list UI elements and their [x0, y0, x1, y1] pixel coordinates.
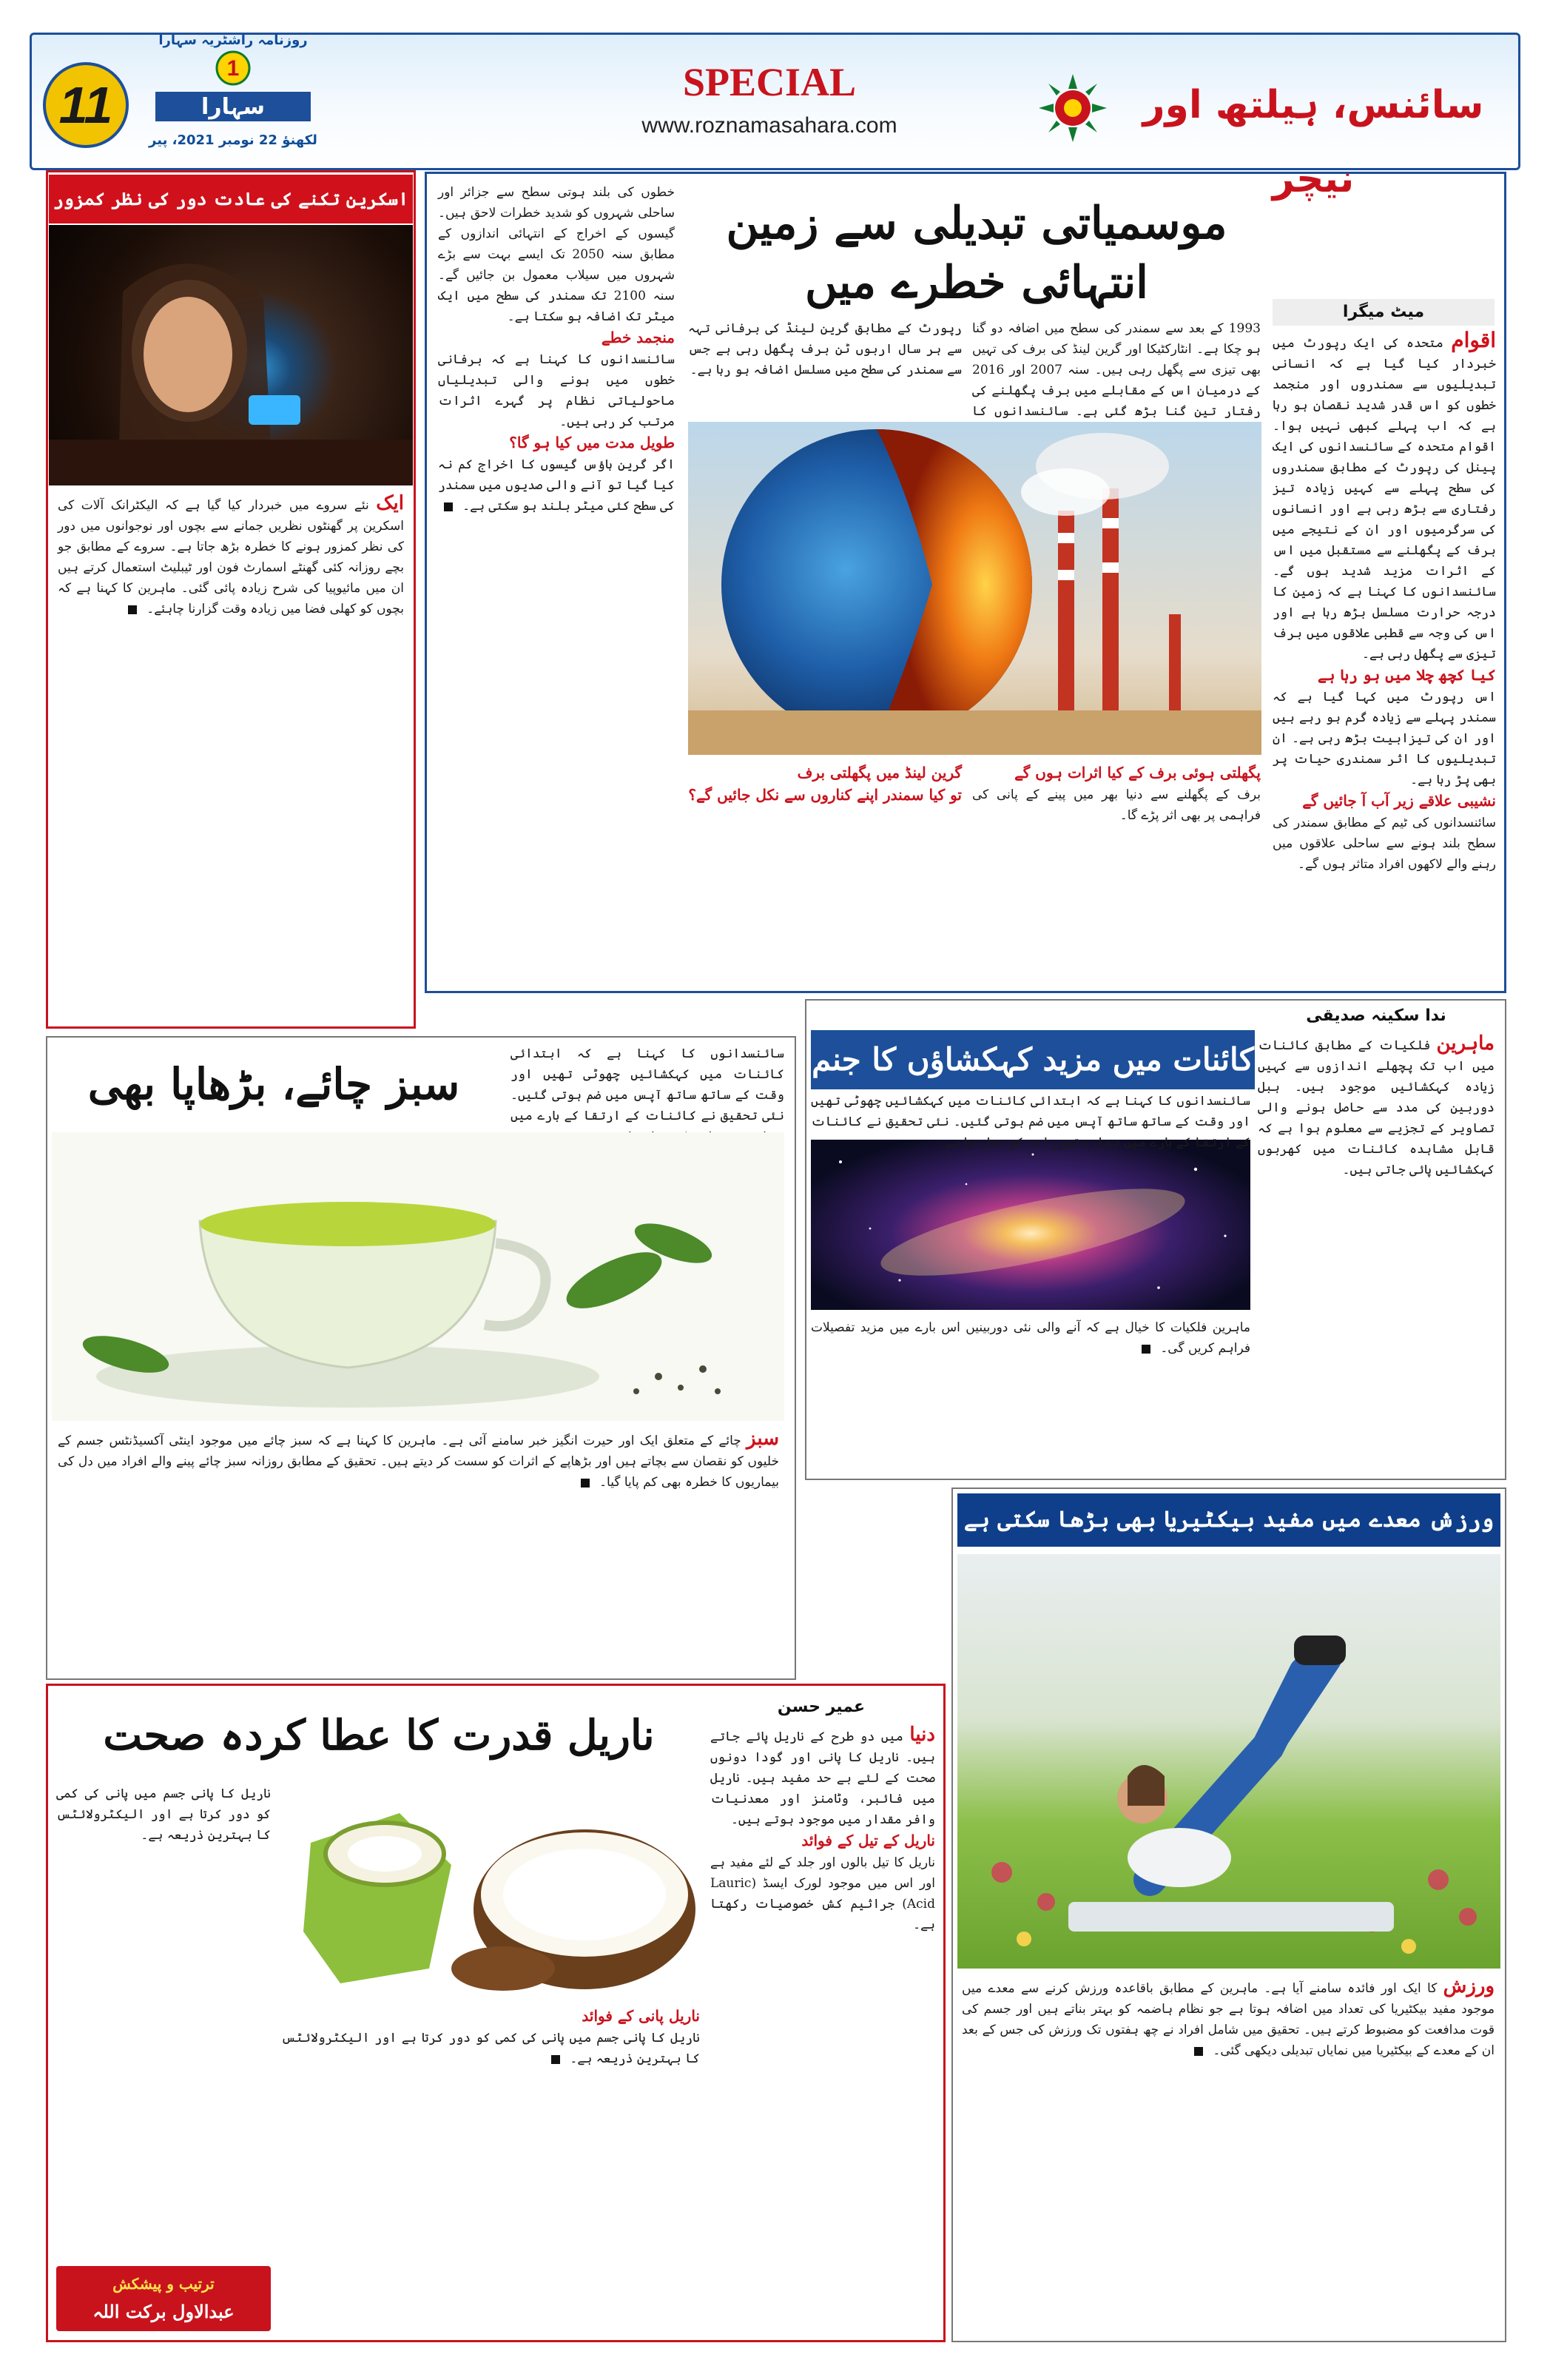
tea-side-text: سائنسدانوں کا کہنا ہے کہ ابتدائی کائنات میں کہکشائیں چھوٹی تھیں اور وقت کے ساتھ ساتھ آپس میں ضم ہوتی گئیں۔ نئی تحقیق نے کائنات کے ارتقا کے بارے میں	[511, 1046, 784, 1123]
galaxies-col2-text: سائنسدانوں کا کہنا ہے کہ ابتدائی کائنات میں کہکشائیں چھوٹی تھیں اور وقت کے ساتھ ساتھ آپس میں ضم ہوتی گئیں۔ نئی تحقیق نے کائنات کے ارتقا کے بارے میں ہمارے تصورات کو بدل دیا ہے۔	[811, 1094, 1250, 1150]
climate-col2	[972, 318, 1261, 417]
exercise-headline: ورزش معدے میں مفید بیکٹیریا بھی بڑھا سکتی ہے	[963, 1507, 1495, 1533]
exercise-body	[962, 1976, 1495, 2331]
end-mark-icon	[1142, 1345, 1150, 1354]
climate-col1-text: متحدہ کی ایک رپورٹ میں خبردار کیا گیا ہے کہ انسانی تبدیلیوں سے سمندروں اور منجمد خطوں کو اس قدر شدید نقصان ہو رہا ہے کہ اب پہلے کبھی نہیں ہوا۔ اقوام متحدہ کے سائنسدانوں کی ایک پینل کی رپورٹ کے مطابق سمندروں کی سطح پہلے سے کہیں زیادہ تیز رفتاری سے بڑھ رہی ہے اور انسانوں کی سرگرمیوں اور ان کے نتیجے میں برف کے پگھلنے سے مستقبل میں اس کے اثرات مزید شدید ہوں گے۔ سائنسدانوں کا کہنا ہے کہ زمین کا درجہ حرارت مسلسل بڑھ رہا ہے اور اس کی وجہ سے قطبی علاقوں میں برف تیزی سے پگھل رہی ہے۔	[1273, 336, 1496, 662]
climate-col2-text: 1993 کے بعد سے سمندر کی سطح میں اضافہ دو گنا ہو چکا ہے۔ انٹارکٹیکا اور گرین لینڈ کی برف کی تہیں بھی تیزی سے پگھل رہی ہیں۔ سنہ 2007 اور 2016 کے درمیان اس کے مقابلے میں برف پگھلنے کی رفتار تین گنا بڑھ گئی ہے۔ سائنسدانوں کا	[972, 321, 1261, 419]
page-number: 11	[58, 76, 113, 134]
section-title: سائنس، ہیلتھ اور نیچر	[1142, 83, 1484, 201]
climate-col4-text: خطوں کی بلند ہوتی سطح سے جزائر اور ساحلی شہروں کو شدید خطرات لاحق ہیں۔ گیسوں کے اخراج کے انتہائی اندازوں کے مطابق سنہ 2050 تک ایسے بہت سے بڑے شہروں میں سیلاب معمول بن جائیں گے۔ سنہ 2100 تک سمندر کی سطح میں ایک میٹر تک اضافہ ہو سکتا ہے۔	[438, 185, 675, 324]
screen-headline: اسکرین تکنے کی عادت دور کی نظر کمزور	[53, 188, 409, 209]
exercise-lead-word: ورزش	[1443, 1975, 1495, 1997]
galaxies-byline: ندا سکینہ صدیقی	[1306, 1006, 1446, 1025]
climate-headline: موسمیاتی تبدیلی سے زمین انتہائی خطرے میں	[726, 198, 1227, 309]
climate-col4	[438, 182, 675, 981]
climate-subhead5: تو کیا سمندر اپنے کناروں سے نکل جائیں گے؟	[688, 786, 962, 804]
end-mark-icon	[551, 2055, 560, 2064]
screen-photo	[49, 225, 413, 485]
coconut-text: میں دو طرح کے ناریل پائے جاتے ہیں۔ ناریل کا پانی اور گودا دونوں صحت کے لئے بے حد مفید ہیں۔ ناریل میں فائبر، وٹامنز اور معدنیات وافر مقدار میں موجود ہوتے ہیں۔	[710, 1729, 935, 1827]
sahara-logo	[141, 47, 326, 129]
galaxies-col3-text: ماہرین فلکیات کا خیال ہے کہ آنے والی نئی دوربینیں اس بارے میں مزید تفصیلات فراہم کریں گی۔	[811, 1320, 1250, 1356]
climate-col2-lower	[972, 762, 1261, 981]
end-mark-icon	[1194, 2047, 1203, 2056]
emblem-icon	[1036, 71, 1110, 145]
coconut-byline: عمیر حسن	[777, 1698, 866, 1716]
climate-photo	[688, 422, 1261, 755]
credit-label: ترتیب و پیشکش	[112, 2275, 215, 2293]
climate-subhead3: پگھلتی ہوئی برف کے کیا اثرات ہوں گے	[1014, 764, 1261, 781]
special-label: SPECIAL	[682, 60, 857, 104]
climate-col1b-text: اس رپورٹ میں کہا گیا ہے کہ سمندر پہلے سے زیادہ گرم ہو رہے ہیں اور ان کی تیزابیت بڑھ رہی ہے۔ ان تبدیلیوں کا اثر سمندری حیات پر بھی پڑ رہا ہے۔	[1273, 690, 1496, 787]
website-url[interactable]: www.roznamasahara.com	[641, 113, 897, 138]
end-mark-icon	[444, 502, 453, 511]
coconut-subhead1: ناریل پانی کے فوائد	[582, 2007, 700, 2025]
galaxies-headline: کائنات میں مزید کہکشاؤں کا جنم	[812, 1041, 1254, 1078]
tea-lead-word: سبز	[747, 1428, 779, 1450]
coconut-text2: ناریل کا پانی جسم میں پانی کی کمی کو دور کرتا ہے اور الیکٹرولائٹس کا بہترین ذریعہ ہے۔	[281, 2031, 700, 2066]
climate-col3-text: رپورٹ کے مطابق گرین لینڈ کی برفانی تہہ سے ہر سال اربوں ٹن برف پگھل رہی ہے جس سے سمندر کی سطح میں مسلسل اضافہ ہو رہا ہے۔	[688, 321, 962, 377]
galaxies-col3	[811, 1317, 1250, 1473]
coconut-col-left	[56, 1784, 271, 2257]
climate-byline: میٹ میگرا	[1342, 303, 1425, 321]
tea-body	[58, 1428, 779, 1670]
climate-col2b-text: برف کے پگھلنے سے دنیا بھر میں پینے کے پانی کی فراہمی پر بھی اثر پڑے گا۔	[972, 787, 1261, 823]
climate-col3	[688, 318, 962, 417]
galaxies-photo	[811, 1140, 1250, 1310]
climate-col4b-text: سائنسدانوں کا کہنا ہے کہ برفانی خطوں میں ہونے والی تبدیلیاں ماحولیاتی نظام پر گہرے اثرات مرتب کر رہی ہیں۔	[438, 352, 675, 429]
climate-col3-lower	[688, 762, 962, 981]
climate-col4c-text: اگر گرین ہاؤس گیسوں کا اخراج کم نہ کیا گیا تو آنے والی صدیوں میں سمندر کی سطح کئی میٹر بلند ہو سکتی ہے۔	[438, 457, 675, 514]
climate-subhead1: کیا کچھ چلا میں ہو رہا ہے	[1318, 666, 1496, 684]
coconut-headline: ناریل قدرت کا عطا کردہ صحت	[103, 1711, 655, 1760]
coconut-col-right	[710, 1724, 935, 2331]
coconut-lead-word: دنیا	[909, 1724, 935, 1746]
end-mark-icon	[128, 605, 137, 614]
screen-lead-word: ایک	[376, 492, 405, 514]
climate-subhead4: گرین لینڈ میں پگھلتی برف	[797, 764, 962, 781]
climate-subhead2: نشیبی علاقے زیر آب آ جائیں گے	[1302, 792, 1496, 810]
climate-subhead7: طویل مدت میں کیا ہو گا؟	[509, 434, 675, 451]
tea-text: چائے کے متعلق ایک اور حیرت انگیز خبر سامنے آئی ہے۔ ماہرین کا کہنا ہے کہ سبز چائے میں موجود اینٹی آکسیڈنٹس جسم کے خلیوں کو نقصان سے بچاتے ہیں اور بڑھاپے کے اثرات کو سست کر دیتے ہیں۔ تحقیق کے مطابق روزانہ سبز چائے پینے والے افراد میں دل کی بیماریوں کا خطرہ بھی کم پایا گیا۔	[58, 1433, 779, 1490]
tea-photo	[52, 1132, 784, 1421]
climate-col1c-text: سائنسدانوں کی ٹیم کے مطابق سمندر کی سطح بلند ہونے سے ساحلی علاقوں میں رہنے والے لاکھوں افراد متاثر ہوں گے۔	[1273, 816, 1496, 872]
climate-col1	[1273, 330, 1496, 981]
svg-text:1: 1	[226, 56, 240, 81]
coconut-text3: ناریل کا تیل بالوں اور جلد کے لئے مفید ہے اور اس میں موجود لورک ایسڈ (Lauric Acid) جراثیم کش خصوصیات رکھتا ہے۔	[710, 1855, 935, 1932]
exercise-text: کا ایک اور فائدہ سامنے آیا ہے۔ ماہرین کے مطابق باقاعدہ ورزش کرنے سے معدے میں موجود مفید بیکٹیریا کی تعداد میں اضافہ ہوتا ہے جو نظام ہاضمہ کو بہتر بناتے ہیں اور جسم کی قوت مدافعت کو مضبوط کرتے ہیں۔ تحقیق میں شامل افراد نے چھ ہفتوں تک ورزش کی جس کے بعد ان کے معدے کے بیکٹیریا میں نمایاں تبدیلی دیکھی گئی۔	[962, 1981, 1495, 2058]
end-mark-icon	[581, 1479, 590, 1488]
credit-name: عبدالاول برکت اللہ	[92, 2301, 235, 2322]
climate-subhead6: منجمد خطے	[601, 329, 675, 346]
coconut-subhead2: ناریل کے تیل کے فوائد	[801, 1832, 935, 1849]
coconut-photo	[281, 1784, 700, 1998]
galaxies-col1	[1258, 1033, 1495, 1470]
galaxies-col2	[811, 1091, 1250, 1150]
coconut-left-text: ناریل کا پانی جسم میں پانی کی کمی کو دور کرتا ہے اور الیکٹرولائٹس کا بہترین ذریعہ ہے۔	[56, 1786, 271, 1843]
coconut-col-mid	[281, 2006, 700, 2331]
screen-body	[58, 493, 404, 1011]
paper-name: روزنامہ راشٹریہ سہارا	[158, 33, 308, 48]
climate-lead-word: اقوام	[1451, 328, 1497, 352]
screen-text: نئے سروے میں خبردار کیا گیا ہے کہ الیکٹرانک آلات کی اسکرین پر گھنٹوں نظریں جمانے سے بچوں اور نوجوانوں میں دور کی نظر کمزور ہونے کا خطرہ بڑھ جاتا ہے۔ سروے کے مطابق جو بچے روزانہ کئی گھنٹے اسمارٹ فون اور ٹیبلیٹ استعمال کرتے ہیں ان میں مائیوپیا کی شرح زیادہ پائی گئی۔ ماہرین کا کہنا ہے کہ بچوں کو کھلی فضا میں زیادہ وقت گزارنا چاہئے۔	[58, 498, 404, 616]
galaxies-col1-text: فلکیات کے مطابق کائنات میں اب تک پچھلے اندازوں سے کہیں زیادہ کہکشائیں موجود ہیں۔ ہبل دوربین کی مدد سے حاصل ہونے والی تصاویر کے تجزیے سے معلوم ہوا ہے کہ قابل مشاہدہ کائنات میں کھربوں کہکشائیں پائی جاتی ہیں۔	[1258, 1038, 1495, 1177]
galaxies-lead-word: ماہرین	[1436, 1032, 1495, 1055]
exercise-photo	[957, 1554, 1500, 1969]
tea-headline: سبز چائے، بڑھاپا بھی	[87, 1059, 460, 1109]
svg-text:سہارا: سہارا	[201, 94, 265, 120]
issue-date: لکھنؤ 22 نومبر 2021، پیر	[149, 132, 317, 148]
